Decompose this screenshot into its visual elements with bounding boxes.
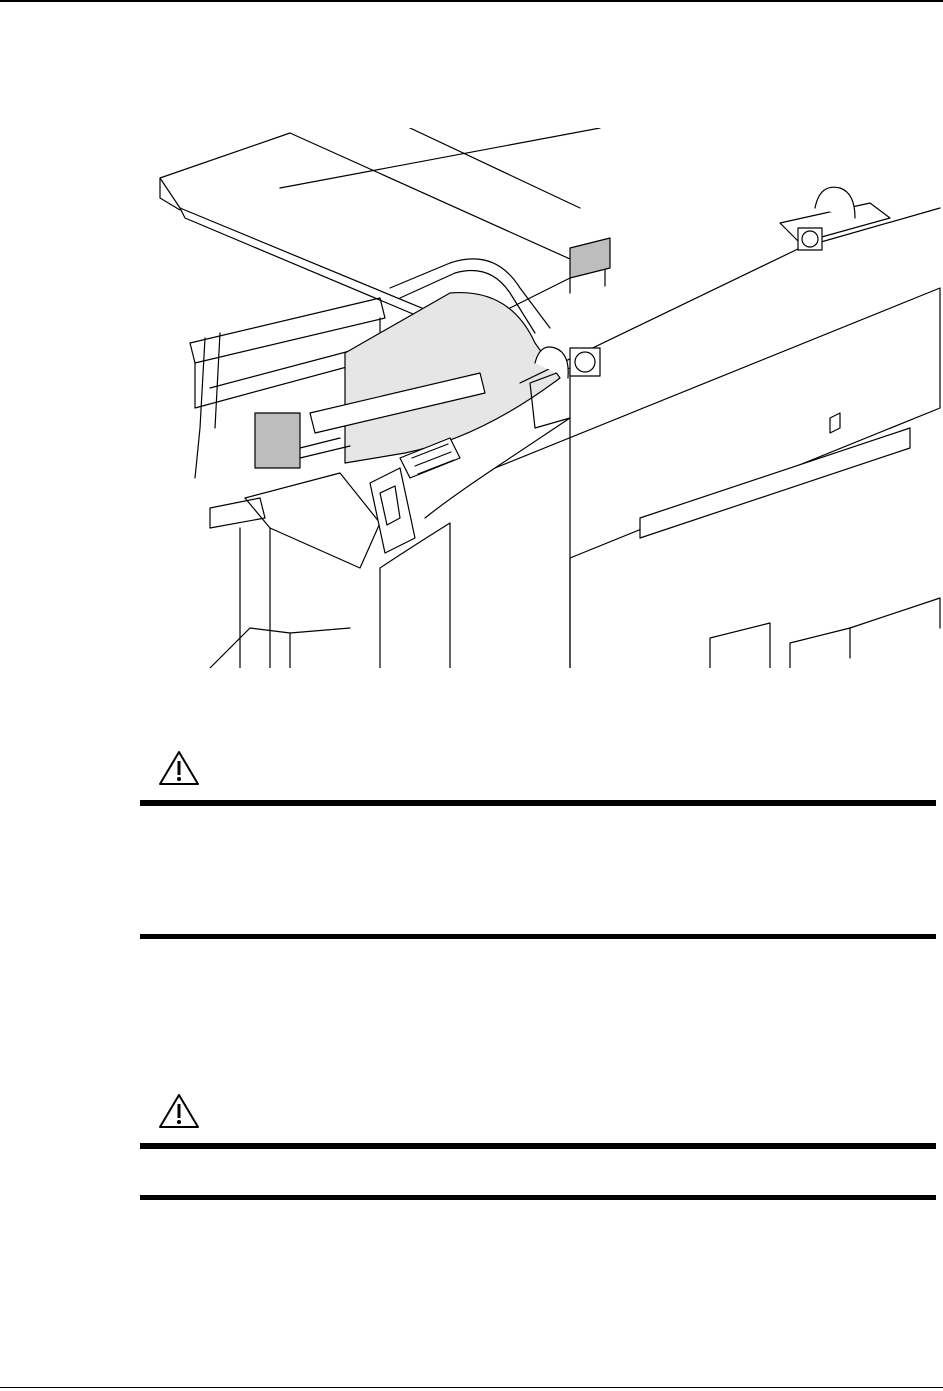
caution-top-rule bbox=[140, 800, 936, 806]
warning-triangle-icon bbox=[158, 750, 200, 786]
header-rule bbox=[0, 0, 943, 2]
caution-box-1 bbox=[140, 750, 936, 940]
printer-open-cover-illustration bbox=[150, 128, 943, 668]
caution-bottom-rule bbox=[140, 1195, 936, 1200]
caution-box-2 bbox=[140, 1093, 936, 1203]
caution-top-rule bbox=[140, 1143, 936, 1149]
warning-triangle-icon bbox=[158, 1093, 200, 1129]
caution-bottom-rule bbox=[140, 934, 936, 939]
footer-rule bbox=[0, 1387, 943, 1388]
